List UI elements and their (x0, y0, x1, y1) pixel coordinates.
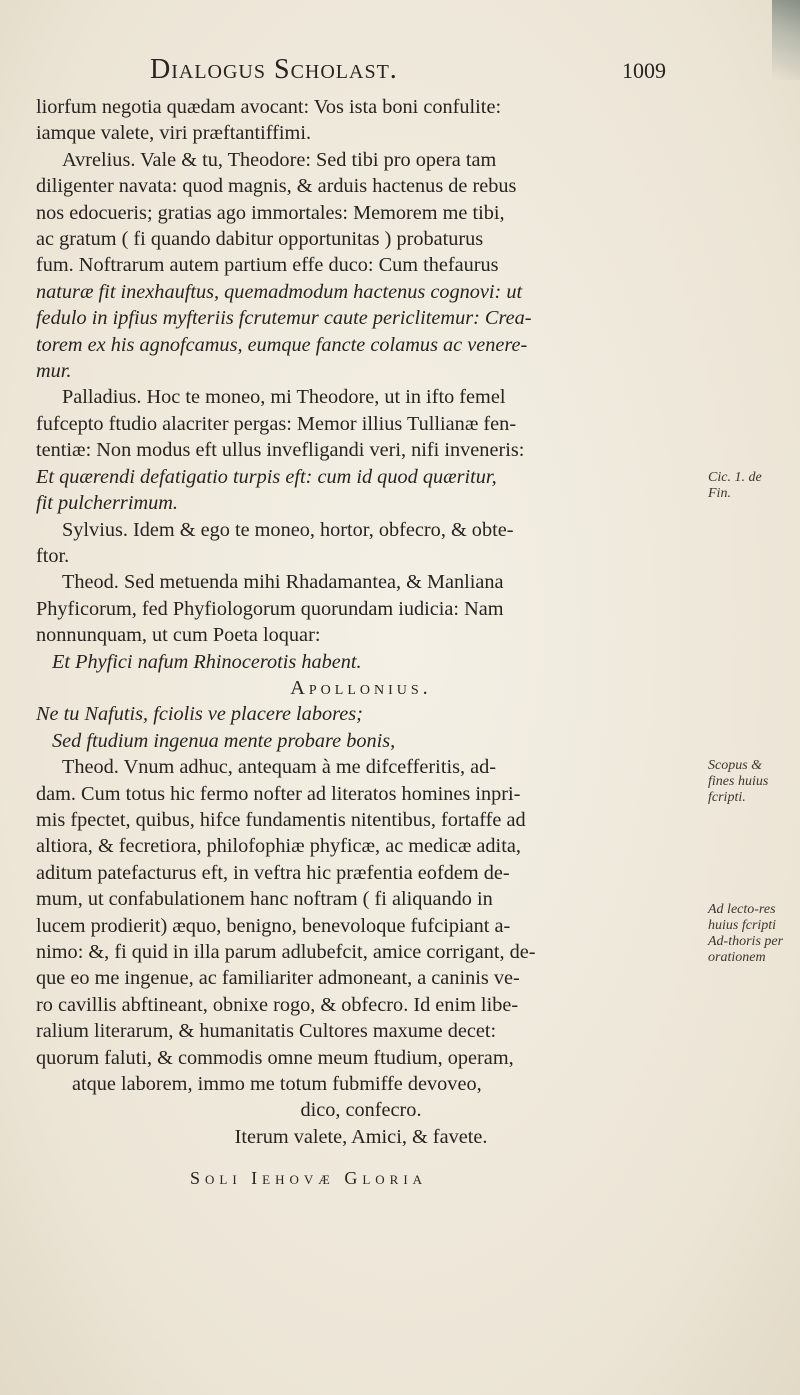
text-line: Phyficorum, fed Phyfiologorum quorundam iudicia: Nam (36, 597, 504, 620)
text-line: que eo me ingenue, ac familiariter admoneant, a caninis ve- (36, 967, 520, 990)
text-line: mis fpectet, quibus, hifce fundamentis nitentibus, fortaffe ad (36, 808, 526, 831)
text-line: Palladius. Hoc te moneo, mi Theodore, ut in ifto femel (62, 386, 506, 409)
page-number: 1009 (622, 58, 666, 83)
speaker-name: Apollonius. (290, 676, 432, 699)
text-line: fedulo in ipfius myfteriis fcrutemur caute periclitemur: Crea- (36, 307, 532, 330)
text-line: Et quærendi defatigatio turpis eft: cum id quod quæritur, (36, 465, 497, 488)
text-line: Theod. Sed metuenda mihi Rhadamantea, & Manliana (62, 571, 504, 594)
text-line: ralium literarum, & humanitatis Cultores maxume decet: (36, 1020, 497, 1043)
text-line: quorum faluti, & commodis omne meum ftudium, operam, (36, 1046, 514, 1069)
text-line: naturæ fit inexhauftus, quemadmodum hactenus cognovi: ut (36, 280, 523, 303)
text-line: ro cavillis abftineant, obnixe rogo, & obfecro. Id enim libe- (36, 993, 519, 1016)
verse-line: Et Phyfici nafum Rhinocerotis habent. (52, 650, 362, 673)
text-line: Iterum valete, Amici, & favete. (234, 1125, 488, 1148)
text-line: dam. Cum totus hic fermo nofter ad literatos homines inpri- (36, 782, 521, 805)
text-line: ftor. (36, 544, 70, 567)
verse-line: Sed ftudium ingenua mente probare bonis, (52, 729, 396, 752)
text-line: iamque valete, viri præftantiffimi. (36, 122, 312, 145)
text-line: tentiæ: Non modus eft ullus invefligandi veri, nifi inveneris: (36, 439, 525, 462)
text-line: fum. Noftrarum autem partium effe duco: Cum thefaurus (36, 254, 499, 277)
text-line: Theod. Vnum adhuc, antequam à me difcefferitis, ad- (62, 756, 497, 779)
text-line: dico, confecro. (300, 1099, 422, 1122)
margin-note-cicero: Cic. 1. de Fin. (708, 470, 762, 501)
text-body (36, 94, 686, 1150)
text-line: ac gratum ( fi quando dabitur opportunitas ) probaturus (36, 228, 484, 251)
text-line: Sylvius. Idem & ego te moneo, hortor, obfecro, & obte- (62, 518, 514, 541)
text-line: altiora, & fecretiora, philofophiæ phyficæ, ac medicæ adita, (36, 835, 521, 858)
margin-note-scopus: Scopus & fines huius fcripti. (708, 758, 769, 805)
running-title: Dialogus Scholast. (150, 54, 398, 85)
verse-line: Ne tu Nafutis, fciolis ve placere labores; (36, 703, 363, 726)
text-line: mur. (36, 360, 72, 383)
text-line: nimo: &, fi quid in illa parum adlubefcit, amice corrigant, de- (36, 941, 536, 963)
text-line: nonnunquam, ut cum Poeta loquar: (36, 624, 321, 647)
text-line: torem ex his agnofcamus, eumque fancte colamus ac venere- (36, 333, 528, 356)
text-line: mum, ut confabulationem hanc noftram ( fi aliquando in (36, 888, 493, 911)
text-line: fit pulcherrimum. (36, 492, 178, 515)
margin-note-readers: Ad lecto-res huius fcripti Ad-thoris per orationem (708, 902, 784, 965)
text-line: Avrelius. Vale & tu, Theodore: Sed tibi pro opera tam (62, 148, 497, 171)
text-line: aditum patefacturus eft, in veftra hic præfentia eofdem de- (36, 861, 510, 884)
closing-doxology: Soli Iehovæ Gloria (190, 1168, 428, 1188)
page-corner-fold (772, 0, 800, 80)
text-line: nos edocueris; gratias ago immortales: Memorem me tibi, (36, 201, 505, 224)
text-line: diligenter navata: quod magnis, & arduis hactenus de rebus (36, 175, 517, 198)
text-line: lucem prodierit) æquo, benigno, benevoloque fufcipiant a- (36, 914, 511, 937)
page-header (150, 50, 670, 90)
text-line: liorfum negotia quædam avocant: Vos ista boni confulite: (36, 96, 502, 118)
text-line: atque laborem, immo me totum fubmiffe devoveo, (72, 1073, 482, 1096)
text-line: fufcepto ftudio alacriter pergas: Memor illius Tullianæ fen- (36, 412, 517, 435)
